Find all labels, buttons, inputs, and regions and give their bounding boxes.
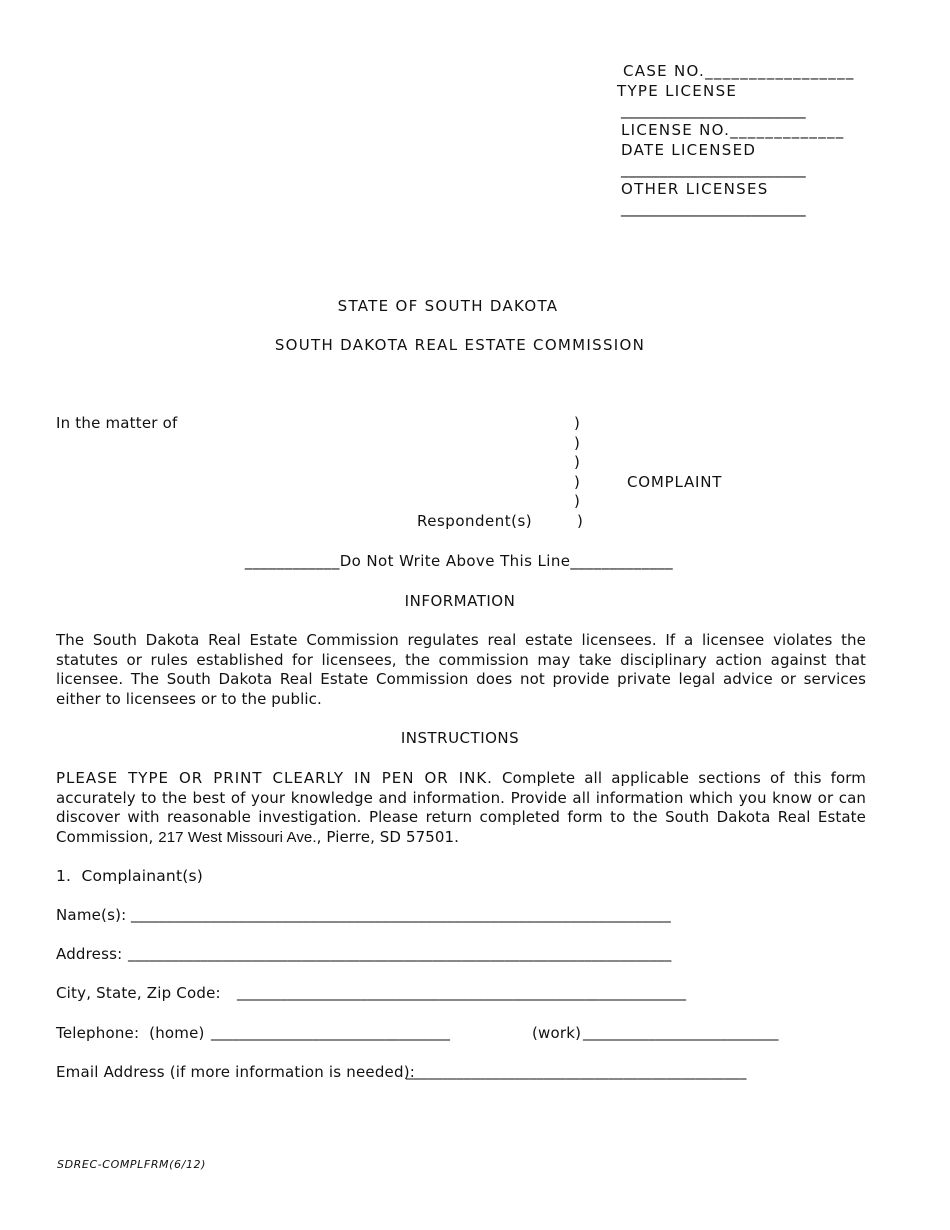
form-code-footer: SDREC-COMPLFRM(6/12) [57, 1158, 207, 1171]
name-label: Name(s): [56, 906, 127, 924]
instructions-body [56, 769, 866, 847]
caption-paren: ) [574, 433, 580, 452]
address-label: Address: [56, 945, 123, 963]
case-no-field[interactable]: CASE NO._________________ [623, 62, 855, 80]
address-field[interactable]: ___________________________________________________________________________ [128, 946, 672, 962]
date-licensed-label: DATE LICENSED [621, 141, 757, 159]
telephone-home-label: Telephone: (home) [56, 1024, 205, 1042]
email-field[interactable]: _______________________________________________ [406, 1064, 747, 1080]
state-heading: STATE OF SOUTH DAKOTA [337, 297, 559, 315]
type-license-label: TYPE LICENSE [617, 82, 738, 100]
telephone-work-field[interactable]: ___________________________ [583, 1025, 779, 1041]
city-state-zip-label: City, State, Zip Code: [56, 984, 221, 1002]
telephone-work-label: (work) [532, 1024, 582, 1042]
email-label: Email Address (if more information is needed): [56, 1063, 416, 1081]
complaint-title: COMPLAINT [627, 473, 723, 491]
caption-paren: ) [574, 414, 580, 432]
other-licenses-line[interactable]: ________________________ [621, 199, 806, 217]
caption-paren: ) [574, 472, 580, 491]
license-no-field[interactable]: LICENSE NO._____________ [621, 121, 845, 139]
instructions-end: , Pierre, SD 57501. [316, 827, 460, 846]
other-licenses-label: OTHER LICENSES [621, 180, 769, 198]
city-state-zip-field[interactable]: ______________________________________________________________ [237, 985, 687, 1001]
name-field[interactable]: ___________________________________________________________________________ [131, 907, 671, 923]
information-body: The South Dakota Real Estate Commission regulates real estate licensees. If a licensee violates the statutes or rules established for licensees, the commission may take disciplinary action against that licensee. The South Dakota Real Estate Commission does not provide private legal advice or services either to licensees or to the public. [56, 631, 866, 708]
in-the-matter-label: In the matter of [56, 414, 178, 432]
do-not-write-divider: ____________Do Not Write Above This Line_____________ [244, 552, 674, 570]
type-license-line[interactable]: ________________________ [621, 101, 806, 119]
commission-heading: SOUTH DAKOTA REAL ESTATE COMMISSION [274, 336, 646, 354]
instructions-title: INSTRUCTIONS [400, 729, 520, 747]
telephone-home-field[interactable]: _________________________________ [211, 1025, 451, 1041]
respondents-label: Respondent(s) [417, 512, 533, 530]
instructions-lead: PLEASE TYPE OR PRINT CLEARLY IN PEN OR INK. [56, 769, 493, 787]
date-licensed-line[interactable]: ________________________ [621, 160, 806, 178]
caption-paren: ) [574, 453, 580, 472]
caption-paren: ) [574, 492, 580, 511]
information-title: INFORMATION [404, 592, 516, 610]
caption-paren: ) [577, 512, 583, 530]
instructions-text: Complete all applicable sections of this form accurately to the best of your knowledge and information. Provide all information which you know or can discover with reasonable investigation. Please return completed form to the South Dakota Real Estate Commission, [56, 769, 866, 846]
instructions-address: 217 West Missouri Ave. [158, 828, 317, 846]
complainants-section-title: 1. Complainant(s) [56, 867, 203, 885]
